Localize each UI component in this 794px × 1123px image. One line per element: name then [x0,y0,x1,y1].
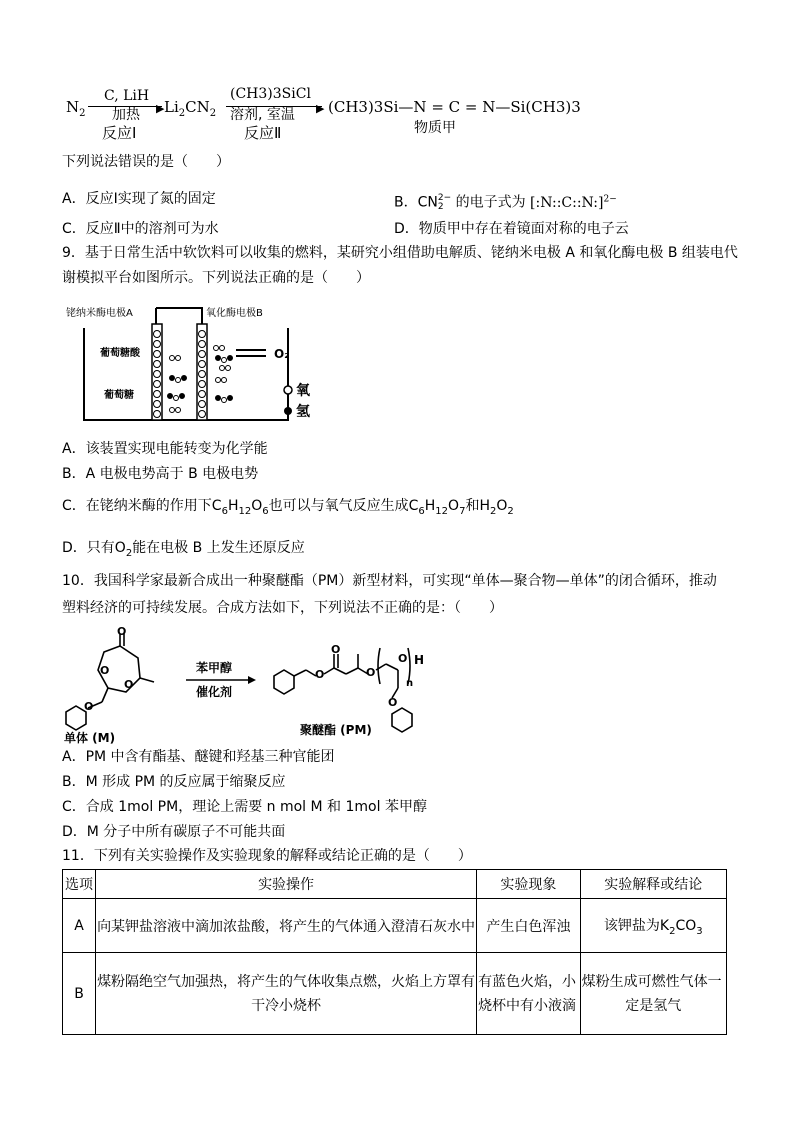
q10-stem-line1: 10．我国科学家最新合成出一种聚醚酯（PM）新型材料，可实现“单体—聚合物—单体”的闭合循环，推动 [62,573,717,589]
electrode-b-label: 氧化酶电极B [206,308,263,319]
q8-option-d[interactable]: D．物质甲中存在着镜面对称的电子云 [394,221,629,237]
row-a-operation: 向某钾盐溶液中滴加浓盐酸，将产生的气体通入澄清石灰水中 [96,899,477,953]
q8-option-a[interactable]: A．反应Ⅰ实现了氮的固定 [62,191,216,207]
q10-option-d[interactable]: D．M 分子中所有碳原子不可能共面 [62,824,286,840]
gluconic-acid-label: 葡萄糖酸 [100,348,140,359]
li2cn2: $Li_2CN_2$ [164,98,217,119]
reaction1-label: 反应Ⅰ [102,124,137,142]
row-a-option: A [63,899,96,953]
polymer-structure [274,648,412,732]
q11-table [62,869,727,1035]
row-b-option: B [63,953,96,1035]
reagent-catalyst: 催化剂 [196,685,233,699]
q8-option-b[interactable]: B．CN 2− 2 的电子式为 [:N::C::N:]$^{2-}$ [394,192,617,212]
q10-option-c[interactable]: C．合成 1mol PM，理论上需要 n mol M 和 1mol 苯甲醇 [62,799,427,815]
header-option: 选项 [63,870,96,899]
table-header-row [63,870,727,899]
svg-text:O: O [100,664,110,677]
q11-stem: 11．下列有关实验操作及实验现象的解释或结论正确的是（ ） [62,848,472,864]
product-formula: (CH3)3Si—N = C = N—Si(CH3)3 [328,98,581,116]
svg-text:O: O [117,626,127,638]
o2-label: O₂ [274,347,290,361]
q10-stem-line2: 塑料经济的可持续发展。合成方法如下，下列说法不正确的是：（ ） [62,600,503,616]
arrow2-bottom-label: 溶剂, 室温 [230,107,295,123]
q10-option-a[interactable]: A．PM 中含有酯基、醚键和羟基三种官能团 [62,749,335,765]
oxygen-legend-label: 氧 [296,383,310,399]
product-name: 物质甲 [414,120,456,136]
q9-option-a[interactable]: A．该装置实现电能转变为化学能 [62,441,268,457]
row-a-conclusion: 该钾盐为$K_2CO_3$ [580,899,726,953]
header-phenomenon: 实验现象 [477,870,581,899]
q9-option-c[interactable]: C．在铑纳米酶的作用下$C_6H_{12}O_6$也可以与氧气反应生成$C_6H_{12}O_7$和$H_2O_2$ [62,498,514,517]
reaction2-label: 反应Ⅱ [244,124,282,142]
q9-electrochem-figure [66,298,318,428]
svg-text:O: O [331,643,341,656]
q9-stem-line2: 谢模拟平台如图所示。下列说法正确的是（ ） [62,270,370,286]
q9-option-d[interactable]: D．只有$O_2$能在电极 B 上发生还原反应 [62,540,305,559]
hydrogen-legend-icon [284,407,292,415]
q8-stem: 下列说法错误的是（ ） [62,154,230,170]
polymer-label: 聚醚酯 (PM) [300,723,372,737]
beaker [84,328,288,420]
oxygen-legend-icon [284,386,292,394]
row-b-conclusion: 煤粉生成可燃性气体一 定是氢气 [580,953,726,1035]
row-b-operation: 煤粉隔绝空气加强热，将产生的气体收集点燃，火焰上方罩有 干冷小烧杯 [96,953,477,1035]
q9-option-b[interactable]: B．A 电极电势高于 B 电极电势 [62,466,259,482]
electrode-a [152,324,162,420]
monomer-label: 单体 (M) [64,731,116,744]
reagent-benzyl-alcohol: 苯甲醇 [196,661,233,675]
svg-text:O: O [366,666,376,679]
q10-synthesis-scheme [62,626,442,744]
svg-text:O: O [315,668,325,681]
glucose-label: 葡萄糖 [104,390,134,401]
arrow2-top-label: (CH3)3SiCl [230,86,311,102]
arrow1-head: ▶ [156,102,165,115]
polymer-repeat-n: n [406,678,414,689]
svg-text:O: O [84,700,94,713]
reactant-n2: $N_2$ [66,98,86,119]
svg-text:O: O [398,652,408,665]
row-b-phenomenon: 有蓝色火焰，小 烧杯中有小液滴 [477,953,581,1035]
q9-stem-line1: 9．基于日常生活中软饮料可以收集的燃料，某研究小组借助电解质、铑纳米电极 A 和氧化酶电极 B 组装电代 [62,245,738,261]
arrow1-top-label: C, LiH [104,88,150,104]
q10-option-b[interactable]: B．M 形成 PM 的反应属于缩聚反应 [62,774,286,790]
q8-option-c[interactable]: C．反应Ⅱ中的溶剂可为水 [62,221,219,237]
table-row [63,953,727,1035]
monomer-structure [66,634,154,730]
electrode-b [197,324,207,420]
electrode-a-label: 铑纳米酶电极A [66,308,133,319]
arrow1-bottom-label: 加热 [112,107,140,123]
row-a-phenomenon: 产生白色浑浊 [477,899,581,953]
svg-text:H: H [414,653,425,667]
hydrogen-legend-label: 氢 [296,404,310,420]
arrow2-head: ▶ [316,102,325,115]
table-row [63,899,727,953]
header-conclusion: 实验解释或结论 [580,870,726,899]
svg-text:O: O [388,696,398,709]
header-operation: 实验操作 [96,870,477,899]
reaction-scheme [60,88,580,148]
svg-text:O: O [124,678,134,691]
